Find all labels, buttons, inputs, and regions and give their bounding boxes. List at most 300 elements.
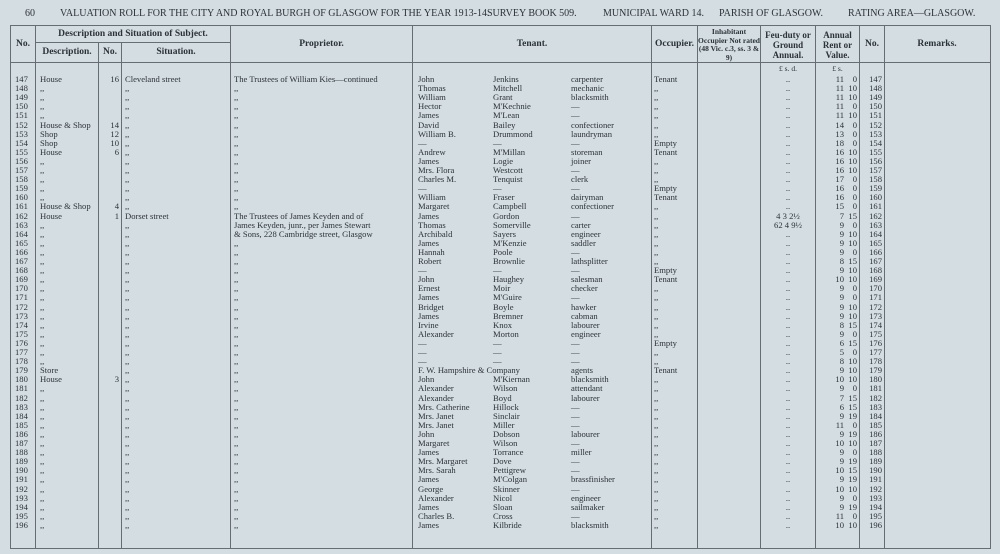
cell-occupier: ,, (654, 201, 659, 212)
cell-occupier: Empty (654, 337, 677, 348)
cell-description: ,, (40, 474, 45, 485)
cell-tenant-occupation: — (571, 165, 580, 175)
cell-occupier: ,, (654, 210, 659, 221)
cell-rent-pounds: 9 (839, 447, 844, 458)
cell-tenant-occupation: sailmaker (571, 501, 605, 512)
cell-occupier: ,, (654, 465, 659, 476)
cell-proprietor: & Sons, 228 Cambridge street, Glasgow (234, 228, 373, 239)
cell-situation: ,, (125, 110, 130, 121)
cell-proprietor: ,, (234, 83, 239, 94)
cell-proprietor: ,, (234, 283, 239, 294)
cell-occupier: Tenant (654, 192, 678, 203)
cell-proprietor: ,, (234, 510, 239, 521)
cell-rent-pounds: 11 (835, 419, 844, 430)
cell-situation: ,, (125, 219, 130, 230)
cell-feu-duty: .. (785, 292, 791, 303)
cell-no-right: 161 (869, 201, 882, 212)
cell-tenant-last: Tenquist (493, 174, 523, 185)
cell-description: ,, (40, 465, 45, 476)
cell-rent-shillings: 10 (848, 438, 857, 448)
cell-occupier: Tenant (654, 365, 678, 376)
cell-proprietor: ,, (234, 474, 239, 485)
rating-area: RATING AREA—GLASGOW. (848, 8, 976, 19)
cell-rent-pounds: 11 (835, 101, 844, 112)
cell-proprietor: ,, (234, 310, 239, 321)
cell-tenant-first: John (418, 274, 435, 285)
cell-rent-shillings: 0 (852, 101, 857, 112)
cell-description: ,, (40, 519, 45, 530)
cell-no-right: 165 (869, 237, 882, 248)
cell-proprietor: ,, (234, 265, 239, 276)
cell-occupier: ,, (654, 101, 659, 112)
cell-occupier: ,, (654, 283, 659, 294)
cell-situation: ,, (125, 146, 130, 157)
cell-no: 170 (15, 283, 28, 294)
cell-rent-shillings: 15 (848, 210, 857, 221)
cell-rent-pounds: 6 (839, 337, 844, 348)
cell-tenant-last: Bailey (493, 119, 516, 130)
cell-rent-shillings: 10 (848, 519, 857, 530)
cell-situation: ,, (125, 374, 130, 385)
cell-rent-shillings: 15 (848, 319, 857, 330)
cell-rent-pounds: 9 (839, 328, 844, 339)
cell-situation: ,, (125, 265, 130, 276)
cell-description: ,, (40, 301, 45, 312)
cell-no-right: 195 (869, 510, 882, 521)
cell-no-right: 174 (869, 319, 882, 330)
cell-rent-shillings: 10 (848, 483, 857, 494)
cell-no: 181 (15, 383, 28, 394)
cell-rent-pounds: 10 (835, 519, 844, 530)
cell-tenant-first: James (418, 519, 440, 530)
cell-feu-duty: .. (785, 374, 791, 385)
cell-tenant-last: M'Lean (493, 110, 520, 121)
cell-proprietor: ,, (234, 101, 239, 112)
cell-tenant-occupation: storeman (571, 146, 603, 157)
cell-tenant-last: — (493, 337, 502, 348)
cell-no-right: 171 (869, 292, 882, 303)
header-description-group: Description and Situation of Subject. (58, 29, 208, 39)
cell-rent-shillings: 10 (848, 365, 857, 376)
cell-tenant-first: Charles M. (418, 174, 457, 185)
cell-rent-shillings: 10 (848, 301, 857, 312)
cell-rent-pounds: 10 (835, 274, 844, 285)
cell-proprietor: ,, (234, 237, 239, 248)
cell-rent-pounds: 9 (839, 237, 844, 248)
cell-tenant-occupation: engineer (571, 492, 601, 503)
cell-tenant-occupation: — (571, 356, 580, 367)
cell-description: House (40, 374, 62, 385)
cell-description: ,, (40, 319, 45, 330)
cell-tenant-last: Campbell (493, 201, 527, 212)
cell-occupier: ,, (654, 328, 659, 339)
cell-occupier: ,, (654, 92, 659, 103)
cell-tenant-first: John (418, 74, 435, 84)
cell-tenant-first: David (418, 119, 440, 130)
cell-no: 178 (15, 356, 28, 367)
cell-tenant-occupation: — (571, 438, 580, 448)
cell-proprietor: ,, (234, 155, 239, 166)
cell-no: 160 (15, 192, 28, 203)
cell-description: ,, (40, 328, 45, 339)
cell-tenant-occupation: blacksmith (571, 374, 609, 385)
cell-no-right: 151 (869, 110, 882, 121)
cell-no: 190 (15, 465, 28, 476)
cell-tenant-first: John (418, 374, 435, 385)
cell-description: Shop (40, 128, 58, 139)
cell-tenant-last: Boyd (493, 392, 512, 403)
cell-occupier: ,, (654, 438, 659, 448)
cell-occupier: ,, (654, 492, 659, 503)
cell-situation: ,, (125, 83, 130, 94)
cell-tenant-last: Moir (493, 283, 511, 294)
cell-occupier: Tenant (654, 146, 678, 157)
cell-situation: ,, (125, 192, 130, 203)
cell-proprietor: ,, (234, 119, 239, 130)
cell-feu-duty: .. (785, 192, 791, 203)
cell-description: ,, (40, 492, 45, 503)
cell-description: ,, (40, 183, 45, 194)
parish: PARISH OF GLASGOW. (719, 8, 824, 19)
cell-tenant-occupation: joiner (571, 155, 592, 166)
cell-no-right: 192 (869, 483, 882, 494)
cell-description: Store (40, 365, 59, 376)
cell-feu-duty: .. (785, 137, 791, 148)
cell-tenant-occupation: cabman (571, 310, 598, 321)
cell-tenant-occupation: — (571, 101, 580, 112)
cell-no: 147 (15, 74, 28, 84)
cell-rent-shillings: 0 (852, 383, 857, 394)
cell-no: 150 (15, 101, 28, 112)
cell-rent-shillings: 19 (848, 474, 857, 485)
cell-no-right: 187 (869, 438, 882, 448)
cell-proprietor: ,, (234, 392, 239, 403)
cell-rent-shillings: 15 (848, 392, 857, 403)
cell-rent-shillings: 10 (848, 356, 857, 367)
cell-tenant-last: Morton (493, 328, 519, 339)
cell-proprietor: ,, (234, 183, 239, 194)
cell-rent-pounds: 7 (839, 210, 844, 221)
header-proprietor: Proprietor. (299, 39, 344, 49)
cell-rent-pounds: 16 (835, 183, 844, 194)
cell-feu-duty: .. (785, 510, 791, 521)
cell-proprietor: ,, (234, 246, 239, 257)
cell-situation: ,, (125, 365, 130, 376)
cell-rent-pounds: 9 (839, 492, 844, 503)
cell-feu-duty: .. (785, 155, 791, 166)
cell-tenant-occupation: hawker (571, 301, 597, 312)
cell-no-right: 164 (869, 228, 882, 239)
cell-no: 180 (15, 374, 28, 385)
cell-situation: ,, (125, 347, 130, 357)
cell-tenant-last: Jenkins (493, 74, 519, 84)
cell-feu-duty: .. (785, 110, 791, 121)
cell-rent-shillings: 0 (852, 283, 857, 294)
cell-description: ,, (40, 83, 45, 94)
cell-tenant-first: Thomas (418, 83, 446, 94)
cell-tenant-occupation: attendant (571, 383, 603, 394)
cell-no-right: 153 (869, 128, 882, 139)
cell-no-right: 167 (869, 256, 882, 266)
cell-description: ,, (40, 347, 45, 357)
cell-tenant-occupation: — (571, 337, 580, 348)
cell-description: ,, (40, 219, 45, 230)
cell-no-right: 160 (869, 192, 882, 203)
cell-rent-pounds: 11 (835, 110, 844, 121)
cell-tenant-first: James (418, 110, 440, 121)
cell-feu-duty: .. (785, 183, 791, 194)
cell-situation: ,, (125, 256, 130, 266)
cell-tenant-last: Sayers (493, 228, 516, 239)
cell-occupier: ,, (654, 110, 659, 121)
cell-proprietor: ,, (234, 356, 239, 367)
cell-feu-duty: .. (785, 101, 791, 112)
cell-tenant-occupation: confectioner (571, 119, 614, 130)
cell-feu-duty: 4 3 2½ (776, 210, 800, 221)
cell-tenant-occupation: labourer (571, 392, 600, 403)
cell-situation: ,, (125, 428, 130, 439)
cell-no-right: 159 (869, 183, 882, 194)
cell-tenant-occupation: — (571, 347, 580, 357)
cell-tenant-last: Westcott (493, 165, 523, 175)
table-row (0, 521, 1000, 530)
cell-tenant-last: M'Guire (493, 292, 522, 303)
cell-rent-shillings: 15 (848, 401, 857, 412)
cell-occupier: ,, (654, 519, 659, 530)
cell-no-right: 155 (869, 146, 882, 157)
cell-feu-duty: .. (785, 392, 791, 403)
cell-description: ,, (40, 274, 45, 285)
cell-description: House & Shop (40, 119, 91, 130)
cell-no: 195 (15, 510, 28, 521)
cell-rent-pounds: 9 (839, 365, 844, 376)
cell-no-right: 173 (869, 310, 882, 321)
cell-occupier: ,, (654, 256, 659, 266)
cell-proprietor: ,, (234, 137, 239, 148)
cell-rent-pounds: 9 (839, 456, 844, 467)
cell-tenant-occupation: labourer (571, 319, 600, 330)
cell-feu-duty: .. (785, 283, 791, 294)
cell-rent-shillings: 0 (852, 219, 857, 230)
cell-occupier: ,, (654, 401, 659, 412)
cell-occupier: ,, (654, 356, 659, 367)
cell-no: 166 (15, 246, 28, 257)
cell-situation: Cleveland street (125, 74, 181, 84)
cell-tenant-last: Poole (493, 246, 513, 257)
cell-no-right: 185 (869, 419, 882, 430)
cell-rent-pounds: 7 (839, 392, 844, 403)
cell-tenant-occupation: — (571, 510, 580, 521)
cell-tenant-occupation: — (571, 292, 580, 303)
cell-tenant-occupation: — (571, 183, 580, 194)
cell-proprietor: ,, (234, 419, 239, 430)
cell-occupier: ,, (654, 483, 659, 494)
cell-rent-shillings: 0 (852, 419, 857, 430)
cell-tenant-first: Andrew (418, 146, 446, 157)
cell-no: 151 (15, 110, 28, 121)
cell-tenant-occupation: — (571, 410, 580, 421)
cell-proprietor: ,, (234, 519, 239, 530)
cell-tenant-last: Sinclair (493, 410, 520, 421)
cell-feu-duty: .. (785, 237, 791, 248)
cell-situation: ,, (125, 201, 130, 212)
cell-occupier: ,, (654, 410, 659, 421)
cell-rent-shillings: 10 (848, 165, 857, 175)
cell-occupier: ,, (654, 246, 659, 257)
cell-no: 152 (15, 119, 28, 130)
cell-tenant-occupation: — (571, 246, 580, 257)
cell-house-number: 4 (114, 201, 119, 212)
cell-rent-shillings: 15 (848, 256, 857, 266)
cell-feu-duty: .. (785, 347, 791, 357)
cell-occupier: ,, (654, 128, 659, 139)
cell-situation: ,, (125, 274, 130, 285)
cell-tenant-first: James (418, 447, 440, 458)
survey-book: SURVEY BOOK 509. (487, 8, 577, 19)
cell-no-right: 162 (869, 210, 882, 221)
cell-proprietor: ,, (234, 374, 239, 385)
cell-occupier: ,, (654, 419, 659, 430)
cell-no: 194 (15, 501, 28, 512)
cell-rent-pounds: 10 (835, 374, 844, 385)
cell-proprietor: ,, (234, 146, 239, 157)
cell-tenant-last: Grant (493, 92, 513, 103)
cell-proprietor: ,, (234, 365, 239, 376)
header-tenant: Tenant. (516, 39, 548, 49)
cell-tenant-last: Somerville (493, 219, 531, 230)
cell-no-right: 184 (869, 410, 882, 421)
cell-situation: ,, (125, 510, 130, 521)
cell-rent-shillings: 19 (848, 410, 857, 421)
cell-description: ,, (40, 419, 45, 430)
header-number: No. (103, 47, 117, 57)
header-annual-units: £ s. (832, 64, 843, 73)
cell-no-right: 182 (869, 392, 882, 403)
cell-rent-pounds: 9 (839, 383, 844, 394)
cell-tenant-first: Alexander (418, 392, 454, 403)
cell-house-number: 10 (110, 137, 119, 148)
cell-tenant-last: Haughey (493, 274, 525, 285)
cell-no: 167 (15, 256, 28, 266)
cell-no-right: 177 (869, 347, 882, 357)
cell-tenant-first: Mrs. Sarah (418, 465, 456, 476)
cell-tenant-first: — (418, 183, 427, 194)
cell-rent-pounds: 9 (839, 246, 844, 257)
cell-rent-shillings: 0 (852, 128, 857, 139)
cell-tenant-last: Gordon (493, 210, 520, 221)
cell-no-right: 170 (869, 283, 882, 294)
cell-no-right: 150 (869, 101, 882, 112)
cell-tenant-first: — (418, 137, 427, 148)
cell-situation: ,, (125, 392, 130, 403)
cell-feu-duty: .. (785, 337, 791, 348)
cell-situation: ,, (125, 101, 130, 112)
cell-description: ,, (40, 510, 45, 521)
rule (10, 62, 990, 63)
cell-proprietor: ,, (234, 456, 239, 467)
cell-feu-duty: .. (785, 146, 791, 157)
cell-proprietor: ,, (234, 256, 239, 266)
cell-proprietor: ,, (234, 110, 239, 121)
cell-no: 163 (15, 219, 28, 230)
cell-situation: ,, (125, 155, 130, 166)
cell-rent-shillings: 10 (848, 110, 857, 121)
cell-description: House (40, 210, 62, 221)
cell-tenant-occupation: dairyman (571, 192, 604, 203)
cell-proprietor: ,, (234, 383, 239, 394)
cell-occupier: ,, (654, 237, 659, 248)
cell-feu-duty: .. (785, 274, 791, 285)
cell-occupier: ,, (654, 374, 659, 385)
header-annual-rent: Annual Rent or Value. (822, 30, 853, 60)
cell-proprietor: ,, (234, 201, 239, 212)
cell-situation: ,, (125, 165, 130, 175)
cell-rent-pounds: 14 (835, 119, 844, 130)
cell-tenant-occupation: — (571, 137, 580, 148)
cell-feu-duty: .. (785, 465, 791, 476)
cell-feu-duty: .. (785, 474, 791, 485)
cell-house-number: 6 (114, 146, 119, 157)
cell-rent-pounds: 9 (839, 283, 844, 294)
cell-rent-pounds: 16 (835, 155, 844, 166)
cell-description: Shop (40, 137, 58, 148)
header-feu-duty: Feu-duty or Ground Annual. (765, 30, 811, 60)
cell-tenant-first: Mrs. Janet (418, 419, 454, 430)
cell-occupier: ,, (654, 319, 659, 330)
cell-situation: ,, (125, 337, 130, 348)
cell-tenant-first: James (418, 237, 440, 248)
cell-feu-duty: .. (785, 128, 791, 139)
cell-rent-pounds: 11 (835, 74, 844, 84)
cell-tenant-occupation: — (571, 401, 580, 412)
cell-no-right: 148 (869, 83, 882, 94)
cell-tenant-last: Drummond (493, 128, 533, 139)
cell-description: ,, (40, 292, 45, 303)
cell-no: 169 (15, 274, 28, 285)
cell-tenant-last: Sloan (493, 501, 513, 512)
cell-no-right: 156 (869, 155, 882, 166)
cell-feu-duty: .. (785, 383, 791, 394)
cell-no-right: 157 (869, 165, 882, 175)
cell-rent-pounds: 6 (839, 401, 844, 412)
cell-rent-pounds: 9 (839, 474, 844, 485)
cell-tenant-occupation: agents (571, 365, 593, 376)
cell-tenant-first: James (418, 210, 440, 221)
cell-rent-shillings: 0 (852, 201, 857, 212)
cell-situation: ,, (125, 401, 130, 412)
cell-tenant-first: Bridget (418, 301, 444, 312)
cell-tenant-occupation: blacksmith (571, 519, 609, 530)
cell-tenant-first: Alexander (418, 492, 454, 503)
cell-situation: ,, (125, 183, 130, 194)
cell-tenant-last: Fraser (493, 192, 515, 203)
cell-occupier: Empty (654, 137, 677, 148)
cell-tenant-occupation: — (571, 465, 580, 476)
cell-tenant-first: James (418, 155, 440, 166)
cell-rent-shillings: 10 (848, 83, 857, 94)
cell-tenant-last: Skinner (493, 483, 520, 494)
cell-proprietor: ,, (234, 347, 239, 357)
cell-house-number: 3 (114, 374, 119, 385)
cell-situation: ,, (125, 237, 130, 248)
cell-tenant-first: Hector (418, 101, 442, 112)
cell-situation: ,, (125, 465, 130, 476)
cell-rent-pounds: 9 (839, 410, 844, 421)
cell-description: ,, (40, 356, 45, 367)
cell-tenant-occupation: labourer (571, 428, 600, 439)
rule (35, 42, 230, 43)
cell-description: House & Shop (40, 201, 91, 212)
